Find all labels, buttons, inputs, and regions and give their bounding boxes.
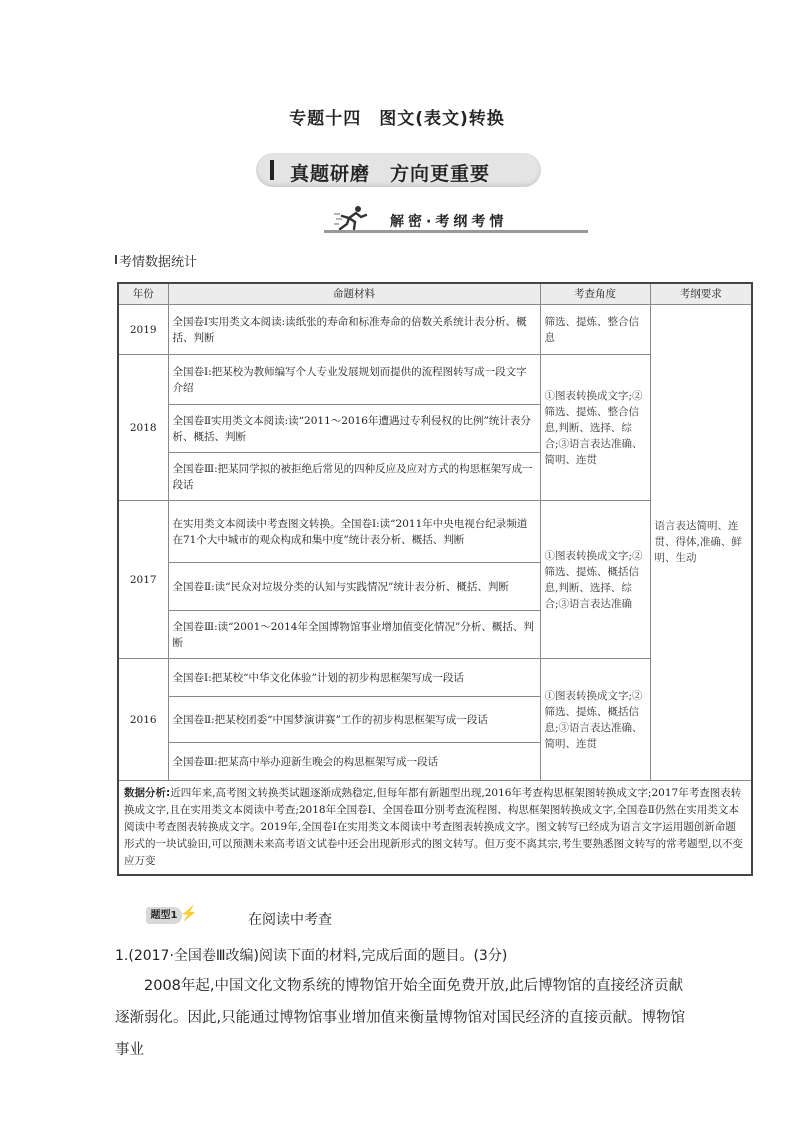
header-material: 命题材料 [168, 283, 540, 305]
section-label-text: 考情数据统计 [119, 255, 198, 270]
angle-cell: ①图表转换成文字;②筛选、提炼、概括信息;③语言表达准确、简明、连贯 [540, 659, 650, 781]
material-cell: 全国卷Ⅰ实用类文本阅读:读纸张的寿命和标准寿命的倍数关系统计表分析、概括、判断 [168, 305, 540, 355]
material-cell: 全国卷Ⅲ:把某同学拟的被拒绝后常见的四种反应及应对方式的构思框架写成一段话 [168, 453, 540, 501]
requirement-cell: 语言表达简明、连贯、得体,准确、鲜明、生动 [650, 305, 752, 781]
table-header-row [118, 283, 752, 305]
material-cell: 全国卷Ⅱ:读“民众对垃圾分类的认知与实践情况”统计表分析、概括、判断 [168, 563, 540, 611]
material-cell: 在实用类文本阅读中考查图文转换。全国卷Ⅰ:读“2011年中央电视台纪录频道在71个大中城市的观众构成和集中度”统计表分析、概括、判断 [168, 501, 540, 563]
material-cell: 全国卷Ⅱ:把某校团委“中国梦演讲赛”工作的初步构思框架写成一段话 [168, 697, 540, 743]
section-banner [256, 153, 541, 187]
material-cell: 全国卷Ⅰ:把某校“中华文化体验”计划的初步构思框架写成一段话 [168, 659, 540, 697]
question-type-title: 在阅读中考查 [248, 912, 332, 928]
analysis-cell [118, 781, 752, 876]
stats-table [117, 282, 753, 876]
material-cell: 全国卷Ⅱ实用类文本阅读:读“2011～2016年遭遇过专利侵权的比例”统计表分析、概括、判断 [168, 405, 540, 453]
section-mark [115, 255, 117, 264]
analysis-text: 近四年来,高考图文转换类试题逐渐成熟稳定,但每年都有新题型出现,2016年考查构思框架图转换成文字;2017年考查图表转换成文字,且在实用类文本阅读中考查;2018年全国卷Ⅰ、全国卷Ⅲ分别考查流程图、构思框架图转换成文字,全国卷Ⅱ仍然在实用类文本阅读中考查图表转换成文字。2019年,全国卷Ⅰ在实用类文本阅读中考查图表转换成文字。图文转写已经成为语言文字运用题创新命题形式的一块试验田,可以预测未来高考语文试卷中还会出现新形式的图文转写。但万变不离其宗,考生要熟悉图文转写的常考题型,以不变应万变 [124, 787, 744, 867]
analysis-label: 数据分析: [124, 787, 171, 799]
year-cell: 2017 [118, 501, 168, 659]
analysis-row [118, 781, 752, 876]
question-passage: 2008年起,中国文化文物系统的博物馆开始全面免费开放,此后博物馆的直接经济贡献逐渐弱化。因此,只能通过博物馆事业增加值来衡量博物馆对国民经济的直接贡献。博物馆事业 [115, 978, 686, 1058]
material-cell: 全国卷Ⅲ:读“2001～2014年全国博物馆事业增加值变化情况”分析、概括、判断 [168, 611, 540, 659]
header-year: 年份 [118, 283, 168, 305]
angle-cell: ①图表转换成文字;②筛选、提炼、概括信息,判断、选择、综合;③语言表达准确 [540, 501, 650, 659]
divider [324, 230, 588, 233]
section-label [115, 251, 197, 270]
year-cell: 2016 [118, 659, 168, 781]
sub-banner [324, 205, 588, 235]
lightning-icon: ⚡ [180, 906, 198, 922]
year-cell: 2019 [118, 305, 168, 355]
question-stem: 1.(2017·全国卷Ⅲ改编)阅读下面的材料,完成后面的题目。(3分) [115, 948, 508, 964]
banner-title: 真题研磨 方向更重要 [290, 163, 491, 185]
angle-cell: ①图表转换成文字;②筛选、提炼、整合信息,判断、选择、综合;③语言表达准确、简明、连贯 [540, 355, 650, 501]
header-angle: 考查角度 [540, 283, 650, 305]
header-requirement: 考纲要求 [650, 283, 752, 305]
page-title: 专题十四 图文(表文)转换 [289, 109, 505, 129]
runner-icon [334, 205, 370, 231]
table-row [118, 305, 752, 355]
year-cell: 2018 [118, 355, 168, 501]
sub-banner-title: 解密·考纲考情 [390, 214, 508, 230]
material-cell: 全国卷Ⅲ:把某高中举办迎新生晚会的构思框架写成一段话 [168, 743, 540, 781]
material-cell: 全国卷Ⅰ:把某校为教师编写个人专业发展规划而提供的流程图转写成一段文字介绍 [168, 355, 540, 405]
badge-label: 题型1 [146, 907, 182, 924]
banner-bar [270, 160, 274, 180]
question-type-badge [146, 907, 196, 927]
angle-cell: 筛选、提炼、整合信息 [540, 305, 650, 355]
